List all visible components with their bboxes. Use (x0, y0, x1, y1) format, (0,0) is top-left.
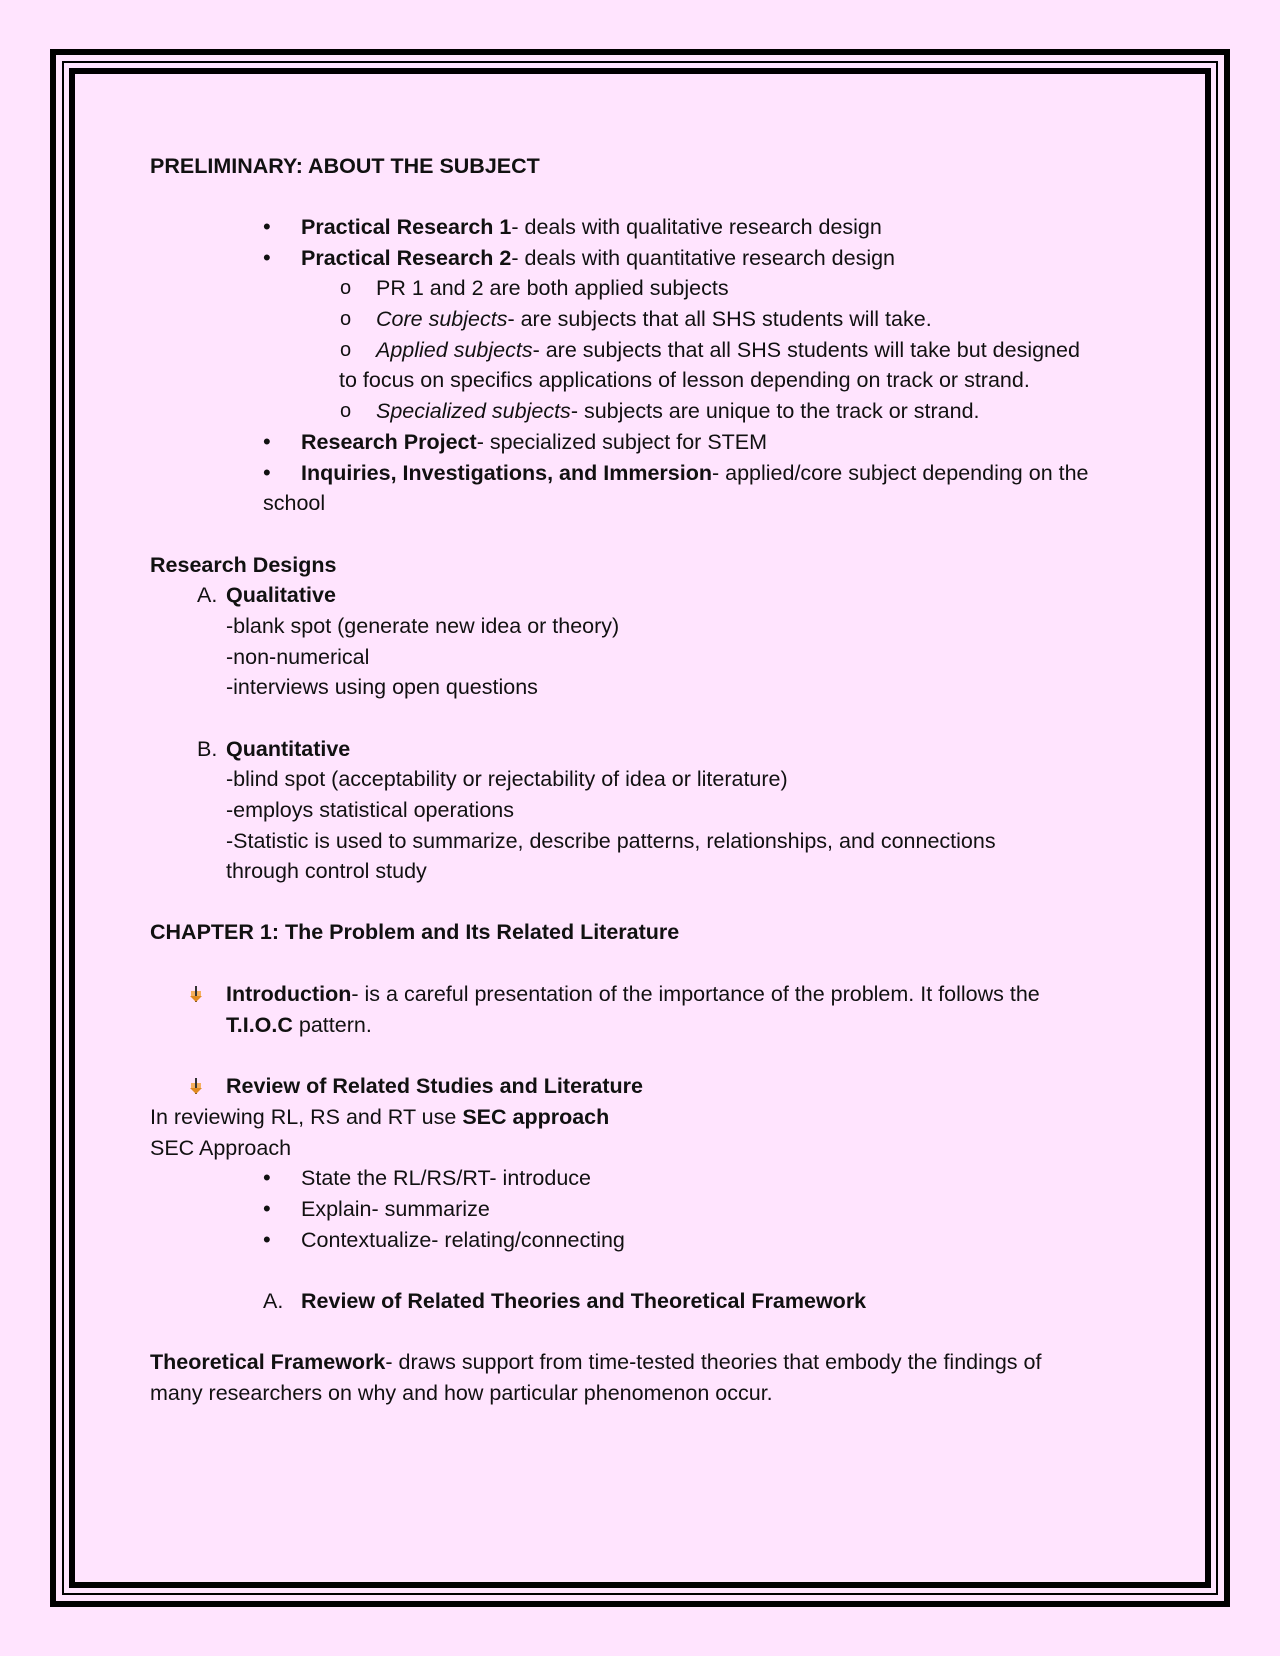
bullet-icon: • (263, 1227, 271, 1252)
text: In reviewing RL, RS and RT use (150, 1105, 463, 1129)
list-marker: B. (197, 737, 218, 761)
sec-item: Explain- summarize (301, 1197, 490, 1221)
quantitative-line: -blind spot (acceptability or rejectability of idea or literature) (226, 767, 788, 791)
term: Practical Research 1 (301, 215, 512, 239)
sub-list-item (376, 335, 1080, 365)
bullet-icon: • (263, 460, 271, 485)
sub-bullet-icon: o (340, 400, 352, 422)
list-item (301, 458, 1089, 488)
desc: - deals with qualitative research design (511, 215, 882, 239)
sub-list-item (376, 304, 932, 334)
desc: - specialized subject for STEM (476, 430, 768, 454)
arrow-down-icon (188, 985, 204, 1003)
list-item (301, 212, 882, 242)
preliminary-heading: PRELIMINARY: ABOUT THE SUBJECT (150, 154, 540, 178)
arrow-down-icon (188, 1077, 204, 1095)
term: Inquiries, Investigations, and Immersion (301, 461, 712, 485)
bullet-icon: • (263, 214, 271, 239)
tioc-term: T.I.O.C (226, 1013, 293, 1037)
theoretical-framework-continuation: many researchers on why and how particular phenomenon occur. (150, 1381, 773, 1405)
term: Specialized subjects (376, 399, 571, 423)
sub-list-item: PR 1 and 2 are both applied subjects (376, 276, 729, 300)
desc: - are subjects that all SHS students will take but designed (532, 338, 1080, 362)
theoretical-framework-line (150, 1347, 1041, 1377)
quantitative-line: through control study (226, 859, 427, 883)
chapter1-heading: CHAPTER 1: The Problem and Its Related Literature (150, 920, 680, 944)
sub-bullet-icon: o (340, 308, 352, 330)
desc: - are subjects that all SHS students will take. (507, 307, 932, 331)
sub-bullet-icon: o (340, 339, 352, 361)
term: Core subjects (376, 307, 508, 331)
sec-approach-term: SEC approach (462, 1105, 610, 1129)
qualitative-line: -blank spot (generate new idea or theory) (226, 614, 620, 638)
term: Research Project (301, 430, 477, 454)
desc: - applied/core subject depending on the (711, 461, 1089, 485)
quantitative-title: Quantitative (226, 737, 351, 761)
term: Applied subjects (376, 338, 533, 362)
sec-item: State the RL/RS/RT- introduce (301, 1166, 591, 1190)
quantitative-line: -Statistic is used to summarize, describe patterns, relationships, and connections (226, 829, 996, 853)
qualitative-title: Qualitative (226, 583, 336, 607)
sub-list-item-continuation: to focus on specifics applications of lesson depending on track or strand. (339, 368, 1030, 392)
term: Theoretical Framework (150, 1350, 386, 1374)
review-related-studies-title: Review of Related Studies and Literature (226, 1074, 643, 1098)
quantitative-line: -employs statistical operations (226, 798, 514, 822)
list-item (301, 427, 767, 457)
introduction-continuation (226, 1010, 372, 1040)
sec-item: Contextualize- relating/connecting (301, 1228, 625, 1252)
reviewing-line (150, 1102, 609, 1132)
bullet-icon: • (263, 429, 271, 454)
term: Practical Research 2 (301, 246, 512, 270)
bullet-icon: • (263, 245, 271, 270)
sec-approach-label: SEC Approach (150, 1136, 292, 1160)
desc: - subjects are unique to the track or strand. (570, 399, 980, 423)
bullet-icon: • (263, 1165, 271, 1190)
term: Introduction (226, 982, 352, 1006)
introduction-item (226, 979, 1040, 1009)
bullet-icon: • (263, 1196, 271, 1221)
tail: pattern. (292, 1013, 372, 1037)
qualitative-line: -interviews using open questions (226, 675, 538, 699)
list-marker: A. (263, 1289, 284, 1313)
qualitative-line: -non-numerical (226, 645, 370, 669)
desc: - draws support from time-tested theories that embody the findings of (385, 1350, 1042, 1374)
list-item (301, 243, 895, 273)
desc: - deals with quantitative research design (511, 246, 896, 270)
review-theories-title: Review of Related Theories and Theoretical Framework (301, 1289, 867, 1313)
sub-bullet-icon: o (340, 277, 352, 299)
research-designs-heading: Research Designs (150, 553, 337, 577)
list-marker: A. (197, 583, 218, 607)
desc: - is a careful presentation of the importance of the problem. It follows the (351, 982, 1040, 1006)
sub-list-item (376, 396, 980, 426)
list-item-continuation: school (263, 491, 326, 515)
